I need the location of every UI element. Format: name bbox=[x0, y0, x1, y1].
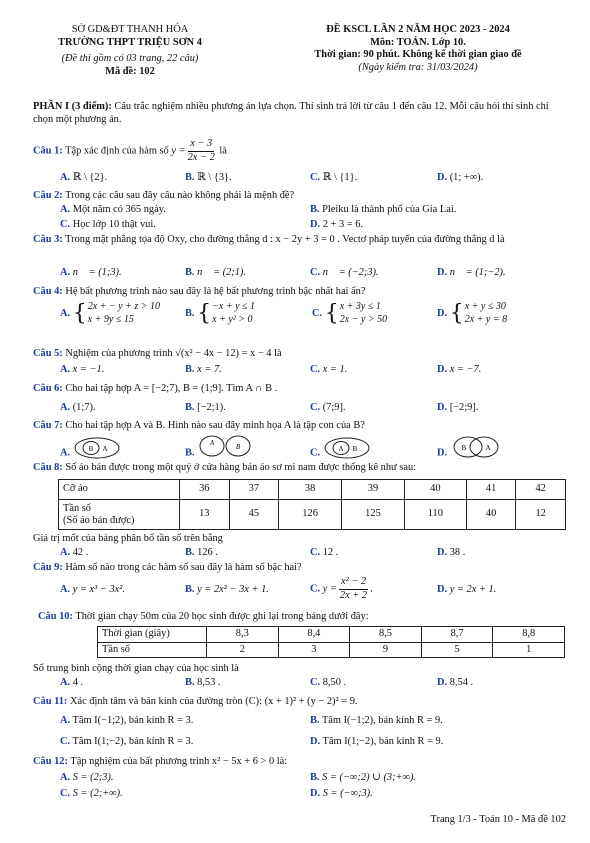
q3-option-b[interactable]: B. n⃗ = (2;1). bbox=[185, 267, 246, 278]
exam-time: Thời gian: 90 phút. Không kể thời gian giao đề bbox=[314, 49, 522, 61]
q6-option-d[interactable]: D. [−2;9]. bbox=[437, 402, 479, 413]
svg-text:A: A bbox=[485, 444, 491, 452]
q5-option-c[interactable]: C. x = 1. bbox=[310, 364, 348, 375]
q9-option-d[interactable]: D. y = 2x + 1. bbox=[437, 584, 497, 595]
question-8: Câu 8: Số áo bán được trong một quý ở cửa hàng bán áo sơ mi nam được thống kê như sau: bbox=[33, 462, 417, 473]
q12-option-d[interactable]: D. S = (−∞;3). bbox=[310, 788, 373, 799]
pages-note: (Đề thi gồm có 03 trang, 22 câu) bbox=[61, 53, 199, 65]
question-7: Câu 7: Cho hai tập hợp A và B. Hình nào sau đây minh họa A là tập con của B? bbox=[33, 420, 365, 431]
question-5: Câu 5: Nghiệm của phương trình √(x² − 4x − 12) = x − 4 là bbox=[33, 348, 282, 359]
q1-option-b[interactable]: B. ℝ \ {3}. bbox=[185, 172, 232, 183]
header-right bbox=[268, 24, 568, 75]
q1-after: là bbox=[219, 145, 227, 157]
venn-diagram-d bbox=[450, 434, 502, 460]
q10-option-c[interactable]: C. 8,50 . bbox=[310, 677, 347, 688]
table-header: Thời gian (giây) bbox=[98, 627, 207, 643]
q11-option-b[interactable]: B. Tâm I(−1;2), bán kính R = 9. bbox=[310, 715, 443, 726]
svg-text:B: B bbox=[88, 445, 94, 453]
question-11: Câu 11: Xác định tâm và bán kính của đường tròn (C): (x + 1)² + (y − 2)² = 9. bbox=[33, 696, 358, 707]
q8-table bbox=[58, 479, 566, 530]
table-row: Tần số (Số áo bán được) 13 45 126 125 110 40 12 bbox=[59, 500, 566, 530]
svg-text:B: B bbox=[236, 443, 241, 451]
q10-table bbox=[97, 626, 565, 658]
exam-title: ĐỀ KSCL LẦN 2 NĂM HỌC 2023 - 2024 bbox=[326, 24, 510, 35]
table-header: Tần số bbox=[98, 642, 207, 658]
exam-code: Mã đề: 102 bbox=[105, 66, 155, 78]
q4-option-d[interactable]: D. { x + y ≤ 30 2x + y = 8 bbox=[437, 300, 508, 326]
q9-option-a[interactable]: A. y = x³ − 3x². bbox=[60, 584, 125, 595]
q1-label: Câu 1: bbox=[33, 145, 63, 157]
venn-diagram-a bbox=[73, 436, 121, 460]
q7-option-c[interactable]: C. A B bbox=[310, 436, 371, 460]
q10-option-a[interactable]: A. 4 . bbox=[60, 677, 84, 688]
header-left bbox=[20, 24, 240, 79]
part1-text: Câu trắc nghiệm nhiều phương án lựa chọn. Thí sinh trả lời từ câu 1 đến câu 12. Mỗi câu hỏi thí sinh chỉ chọn một phương án. bbox=[33, 101, 549, 125]
q4-option-b[interactable]: B. { −x + y ≤ 1 x + y² > 0 bbox=[185, 300, 256, 326]
q11-option-d[interactable]: D. Tâm I(1;−2), bán kính R = 9. bbox=[310, 736, 444, 747]
q10-option-d[interactable]: D. 8,54 . bbox=[437, 677, 474, 688]
q12-option-c[interactable]: C. S = (2;+∞). bbox=[60, 788, 123, 799]
q6-option-a[interactable]: A. (1;7). bbox=[60, 402, 96, 413]
q3-option-c[interactable]: C. n⃗ = (−2;3). bbox=[310, 267, 379, 278]
question-6: Câu 6: Cho hai tập hợp A = [−2;7), B = (1;9]. Tìm A ∩ B . bbox=[33, 383, 278, 394]
q6-option-b[interactable]: B. [−2;1). bbox=[185, 402, 226, 413]
q2-option-d[interactable]: D. 2 + 3 = 6. bbox=[310, 219, 364, 230]
q4-option-c[interactable]: C. { x + 3y ≤ 1 2x − y > 50 bbox=[312, 300, 388, 326]
q5-option-a[interactable]: A. x = −1. bbox=[60, 364, 105, 375]
q2-option-c[interactable]: C. Học lớp 10 thật vui. bbox=[60, 219, 156, 230]
table-header: Tần số (Số áo bán được) bbox=[59, 500, 180, 530]
question-4: Câu 4: Hệ bất phương trình nào sau đây là hệ bất phương trình bậc nhất hai ẩn? bbox=[33, 286, 366, 297]
q1-option-a[interactable]: A. ℝ \ {2}. bbox=[60, 172, 108, 183]
q7-option-a[interactable]: A. B A bbox=[60, 436, 121, 460]
q8-option-c[interactable]: C. 12 . bbox=[310, 547, 339, 558]
svg-text:A: A bbox=[338, 445, 344, 453]
table-header: Cỡ áo bbox=[59, 480, 180, 500]
question-2: Câu 2: Trong các câu sau đây câu nào không phải là mệnh đề? bbox=[33, 190, 295, 201]
q5-option-d[interactable]: D. x = −7. bbox=[437, 364, 482, 375]
q8-option-a[interactable]: A. 42 . bbox=[60, 547, 89, 558]
svg-text:B: B bbox=[461, 444, 467, 452]
q11-option-c[interactable]: C. Tâm I(1;−2), bán kính R = 3. bbox=[60, 736, 194, 747]
q10-option-b[interactable]: B. 8,53 . bbox=[185, 677, 221, 688]
exam-date: (Ngày kiểm tra: 31/03/2024) bbox=[358, 62, 478, 74]
q8-option-d[interactable]: D. 38 . bbox=[437, 547, 466, 558]
q11-option-a[interactable]: A. Tâm I(−1;2), bán kính R = 3. bbox=[60, 715, 194, 726]
q1-fraction: $\frac{x - 3}{2x - 2}$ bbox=[187, 138, 215, 163]
subject: Môn: TOÁN. Lớp 10. bbox=[370, 36, 466, 48]
q12-option-a[interactable]: A. S = (2;3). bbox=[60, 772, 114, 783]
table-row: Cỡ áo 36 37 38 39 40 41 42 bbox=[59, 480, 566, 500]
part1-intro bbox=[33, 101, 565, 126]
table-row: Tần số 2 3 9 5 1 bbox=[98, 642, 565, 658]
q3-option-a[interactable]: A. n⃗ = (1;3). bbox=[60, 267, 122, 278]
svg-text:A: A bbox=[210, 439, 215, 447]
q12-option-b[interactable]: B. S = (−∞;2) ∪ (3;+∞). bbox=[310, 772, 417, 783]
table-row: Thời gian (giây) 8,3 8,4 8,5 8,7 8,8 bbox=[98, 627, 565, 643]
q6-option-c[interactable]: C. (7;9]. bbox=[310, 402, 346, 413]
question-1: Câu 1: Tập xác định của hàm số y = $\frac{x - 3}{2x - 2}$ là bbox=[33, 138, 227, 163]
question-12: Câu 12: Tập nghiệm của bất phương trình x² − 5x + 6 > 0 là: bbox=[33, 756, 288, 767]
school-name: TRƯỜNG THPT TRIỆU SƠN 4 bbox=[58, 36, 202, 48]
question-3: Câu 3: Trong mặt phẳng tọa độ Oxy, cho đường thẳng d : x − 2y + 3 = 0 . Vectơ pháp tuyến của đường thẳng d là bbox=[33, 234, 505, 245]
part1-title: PHẦN I (3 điểm): bbox=[33, 101, 112, 112]
q4-option-a[interactable]: A. { 2x + − y + z > 10 x + 9y ≤ 15 bbox=[60, 300, 160, 326]
svg-text:B: B bbox=[352, 445, 358, 453]
venn-diagram-c bbox=[323, 436, 371, 460]
q3-option-d[interactable]: D. n⃗ = (1;−2). bbox=[437, 267, 506, 278]
q9-option-c[interactable]: C. y = $\frac{\text{x² − 2}}{2x + 2}$ . bbox=[310, 576, 373, 601]
q8-question: Giá trị mốt của bảng phân bố tần số trên bằng bbox=[33, 533, 223, 544]
department: SỞ GD&ĐT THANH HÓA bbox=[71, 24, 189, 35]
svg-text:A: A bbox=[102, 445, 108, 453]
q1-text: Tập xác định của hàm số bbox=[65, 145, 169, 157]
q9-option-b[interactable]: B. y = 2x² − 3x + 1. bbox=[185, 584, 269, 595]
question-9: Câu 9: Hàm số nào trong các hàm số sau đây là hàm số bậc hai? bbox=[33, 562, 302, 573]
venn-diagram-b bbox=[197, 432, 253, 460]
q1-option-c[interactable]: C. ℝ \ {1}. bbox=[310, 172, 358, 183]
q2-option-a[interactable]: A. Một năm có 365 ngày. bbox=[60, 204, 166, 215]
q8-option-b[interactable]: B. 126 . bbox=[185, 547, 218, 558]
q7-option-d[interactable]: D. B A bbox=[437, 434, 502, 460]
page-footer: Trang 1/3 - Toán 10 - Mã đề 102 bbox=[430, 814, 566, 825]
q10-question: Số trung bình cộng thời gian chạy của học sinh là bbox=[33, 663, 239, 674]
q5-option-b[interactable]: B. x = 7. bbox=[185, 364, 222, 375]
q2-option-b[interactable]: B. Pleiku là thành phố của Gia Lai. bbox=[310, 204, 457, 215]
q7-option-b[interactable]: B. A B bbox=[185, 432, 253, 460]
question-10: Câu 10: Thời gian chạy 50m của 20 học sinh được ghi lại trong bảng dưới đây: bbox=[38, 611, 369, 622]
q1-option-d[interactable]: D. (1; +∞). bbox=[437, 172, 484, 183]
